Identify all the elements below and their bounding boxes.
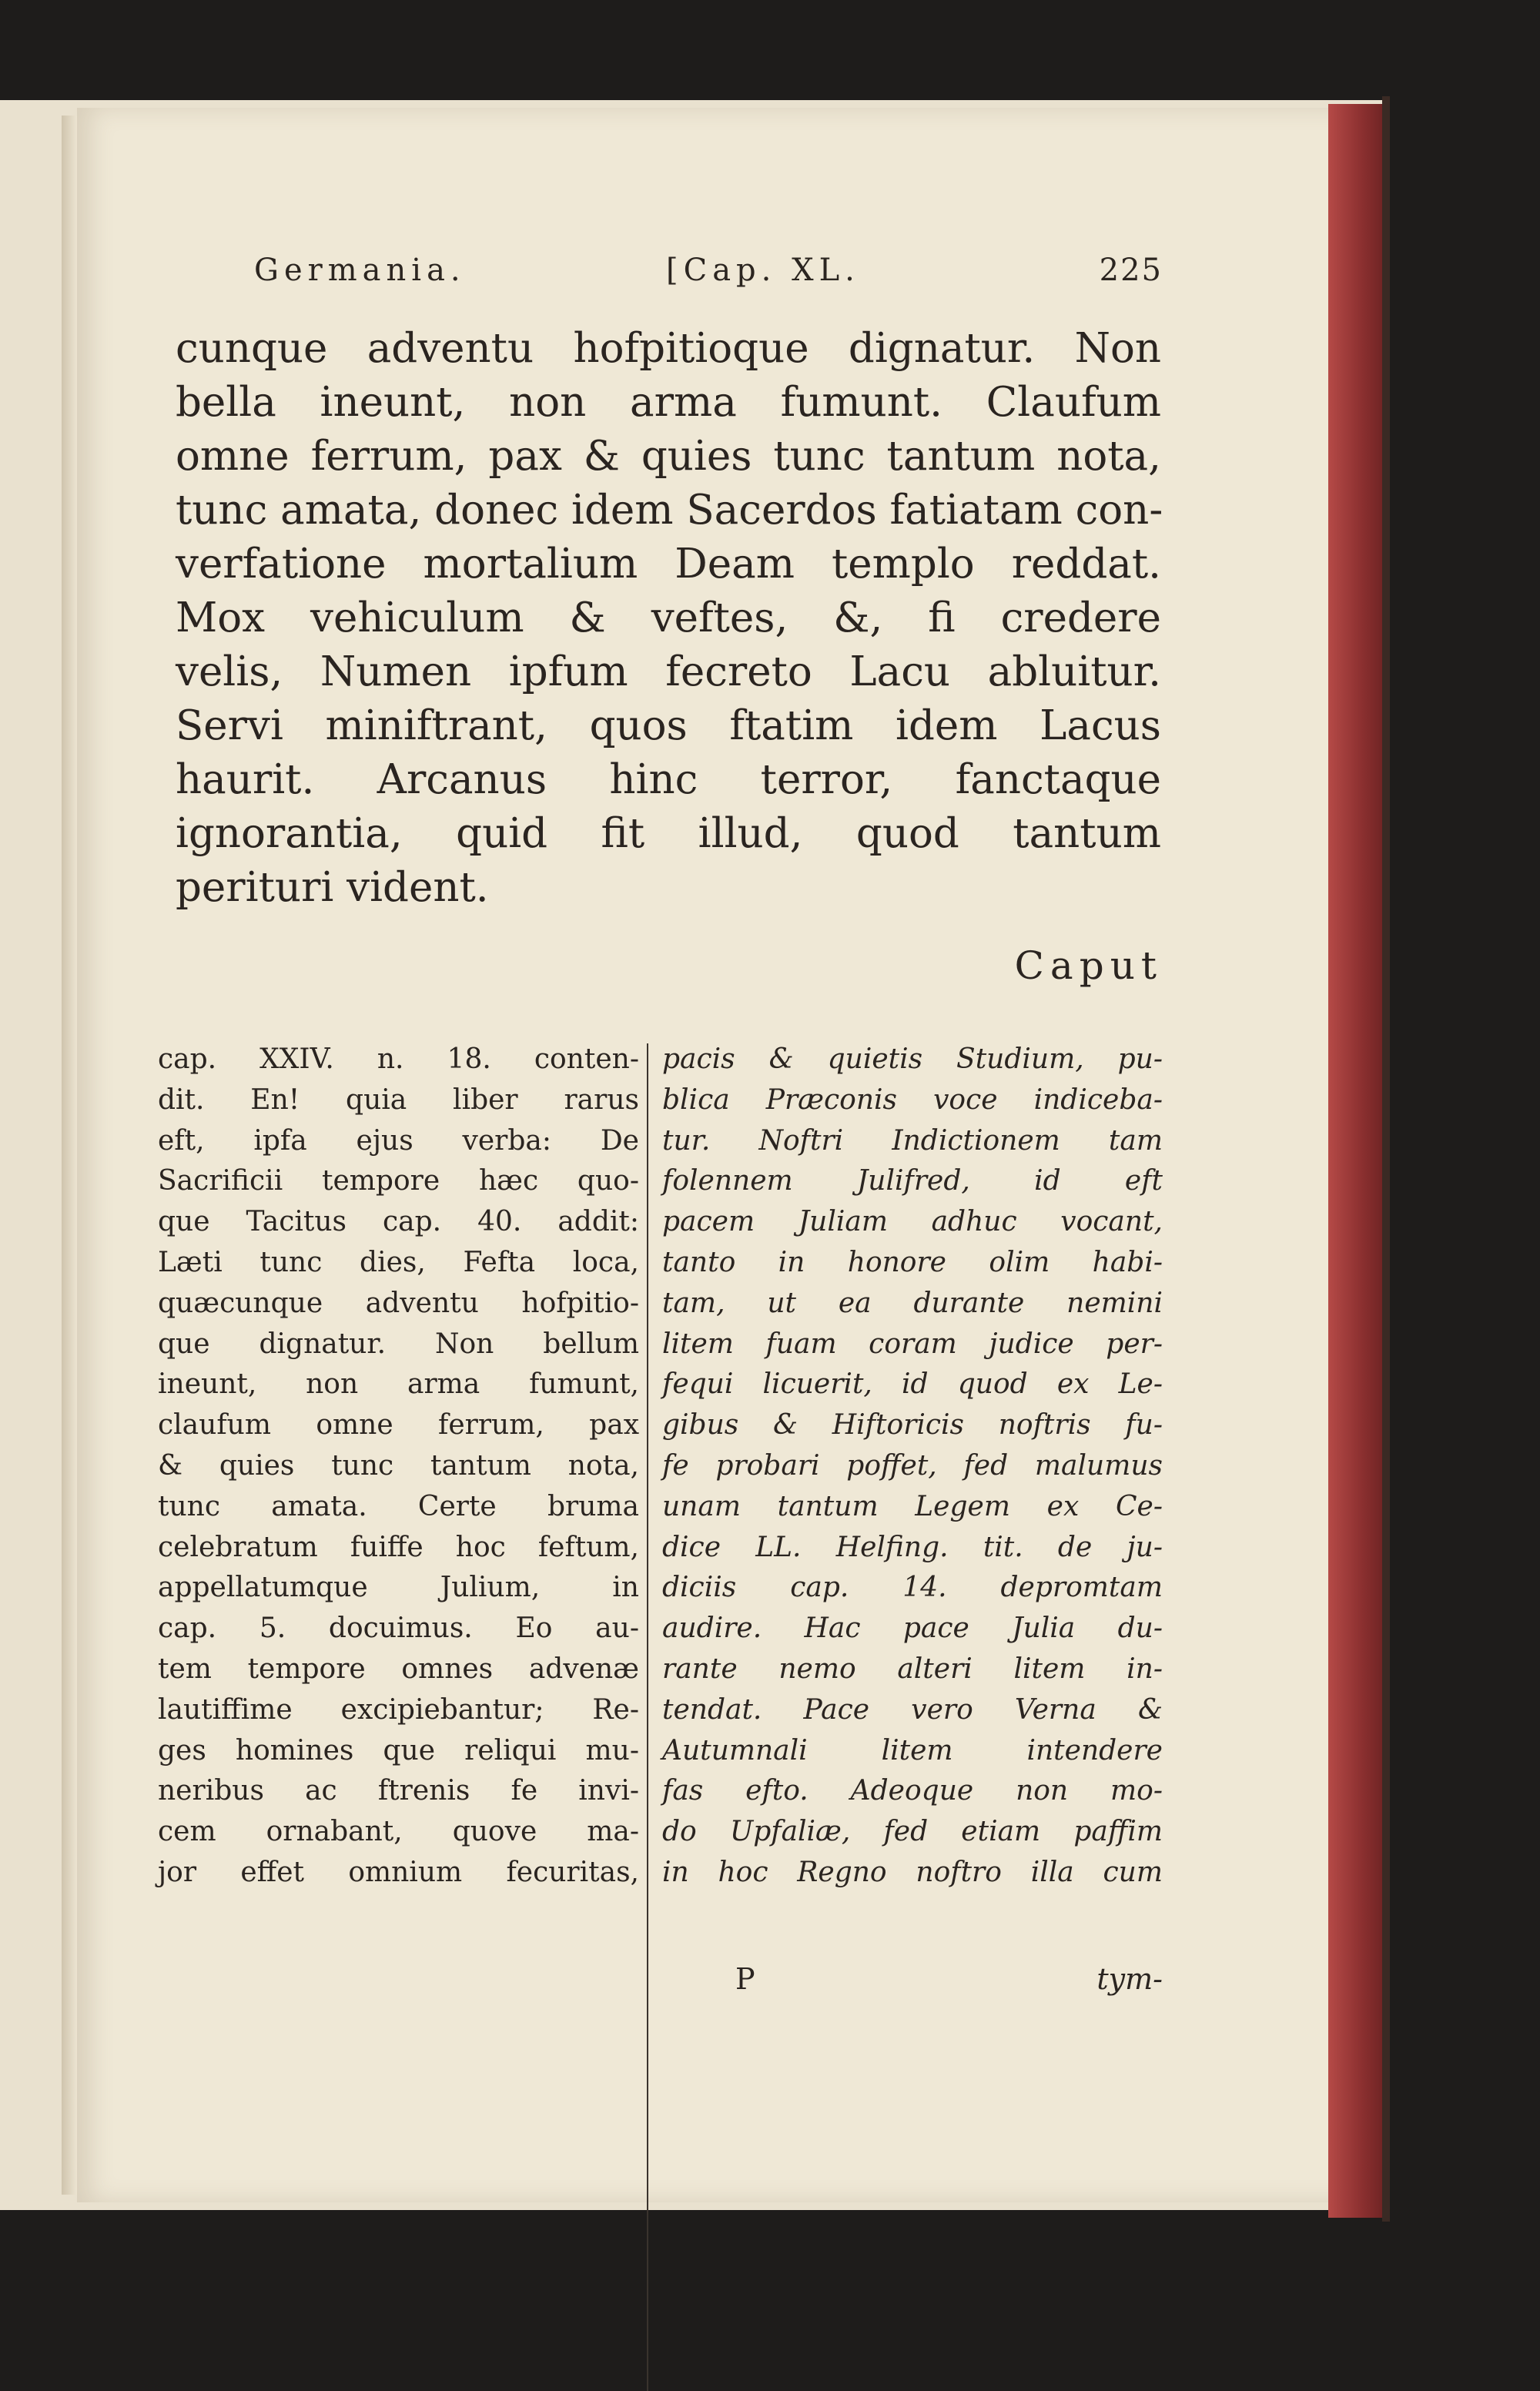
note-line: Autumnali litem intendere [662,1734,1163,1766]
note-line: claufum omne ferrum, pax [158,1409,639,1442]
note-line: cap. 5. docuimus. Eo au- [158,1612,639,1645]
section-heading: Caput [1014,943,1163,988]
note-line: tur. Noftri Indictionem tam [662,1124,1163,1157]
text-line: cunque adventu hofpitioque dignatur. Non [176,325,1161,372]
main-text [176,322,1161,915]
running-head [254,253,1163,291]
note-line: cem ornabant, quove ma- [158,1816,639,1848]
note-line: jor effet omnium fecuritas, [158,1856,639,1888]
note-line: pacis & quietis Studium, pu- [662,1043,1163,1075]
note-line: blica Præconis voce indiceba- [662,1083,1163,1116]
text-line: velis, Numen ipfum fecreto Lacu abluitur. [176,648,1161,695]
text-line: haurit. Arcanus hinc terror, fanctaque [176,756,1161,803]
text-line: Mox vehiculum & veftes, &, fi credere [176,594,1161,641]
signature-mark: P [735,1962,755,1996]
note-line: tam, ut ea durante nemini [662,1287,1163,1319]
note-line: gibus & Hiftoricis noftris fu- [662,1409,1163,1442]
page-edge-red [1328,104,1386,2218]
note-line: diciis cap. 14. depromtam [662,1572,1163,1604]
note-line: fas efto. Adeoque non mo- [662,1775,1163,1807]
note-line: cap. XXIV. n. 18. conten- [158,1043,639,1075]
note-line: tunc amata. Certe bruma [158,1490,639,1522]
note-line: pacem Juliam adhuc vocant, [662,1206,1163,1238]
note-line: tem tempore omnes advenæ [158,1653,639,1685]
note-line: ineunt, non arma fumunt, [158,1368,639,1401]
note-line: do Upfaliæ, fed etiam paffim [662,1816,1163,1848]
note-line: dice LL. Helfing. tit. de ju- [662,1531,1163,1563]
note-line: Sacrificii tempore hæc quo- [158,1165,639,1197]
note-line: & quies tunc tantum nota, [158,1449,639,1482]
text-line: verfatione mortalium Deam templo reddat. [176,541,1161,588]
note-line: Læti tunc dies, Fefta loca, [158,1246,639,1278]
note-line: lautiffime excipiebantur; Re- [158,1693,639,1726]
footnote-column-right [662,1040,1163,1894]
running-head-title: Germania. [254,253,466,288]
footnote-column-left [158,1040,639,1894]
note-line: eft, ipfa ejus verba: De [158,1124,639,1157]
page-number: 225 [1099,253,1163,288]
note-line: tendat. Pace vero Verna & [662,1693,1163,1726]
running-head-chapter: [Cap. XL. [666,253,860,288]
note-line: que dignatur. Non bellum [158,1328,639,1360]
note-line: tanto in honore olim habi- [662,1246,1163,1278]
text-line: ignorantia, quid fit illud, quod tantum [176,810,1161,857]
note-line: fequi licuerit, id quod ex Le- [662,1368,1163,1401]
note-line: fe probari poffet, fed malumus [662,1449,1163,1482]
note-line: in hoc Regno noftro illa cum [662,1856,1163,1888]
text-line: omne ferrum, pax & quies tunc tantum nota, [176,433,1161,480]
note-line: neribus ac ftrenis fe invi- [158,1775,639,1807]
book-spine [1382,96,1390,2222]
note-line: rante nemo alteri litem in- [662,1653,1163,1685]
page-gutter [62,116,79,2195]
note-line: que Tacitus cap. 40. addit: [158,1206,639,1238]
note-line: appellatumque Julium, in [158,1572,639,1604]
catchword: tym- [1096,1962,1163,1996]
column-divider [647,1043,648,2391]
note-line: unam tantum Legem ex Ce- [662,1490,1163,1522]
text-line: tunc amata, donec idem Sacerdos fatiatam con- [176,487,1163,534]
text-line: bella ineunt, non arma fumunt. Claufum [176,379,1161,426]
note-line: audire. Hac pace Julia du- [662,1612,1163,1645]
note-line: litem fuam coram judice per- [662,1328,1163,1360]
note-line: dit. En! quia liber rarus [158,1083,639,1116]
text-line: perituri vident. [176,864,489,911]
note-line: ges homines que reliqui mu- [158,1734,639,1766]
note-line: celebratum fuiffe hoc feftum, [158,1531,639,1563]
text-line: Servi miniftrant, quos ftatim idem Lacus [176,702,1161,749]
note-line: folennem Julifred, id eft [662,1165,1163,1197]
note-line: quæcunque adventu hofpitio- [158,1287,639,1319]
